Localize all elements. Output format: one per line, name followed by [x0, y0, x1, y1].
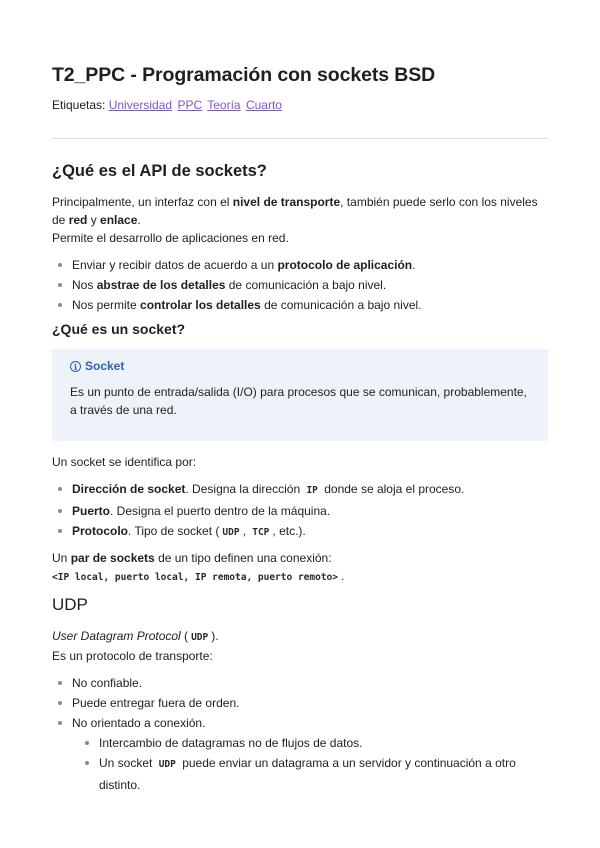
list-item: Puerto. Designa el puerto dentro de la máquina. — [72, 501, 548, 521]
list-item: No confiable. — [72, 673, 548, 693]
paragraph-udp-transporte: Es un protocolo de transporte: — [52, 649, 213, 663]
divider — [52, 138, 548, 139]
tag-teoria[interactable]: Teoría — [207, 98, 241, 112]
list-api — [52, 255, 548, 315]
list-item: Nos abstrae de los detalles de comunicación a bajo nivel. — [72, 275, 548, 295]
callout-socket — [52, 349, 548, 441]
list-item: Nos permite controlar los detalles de comunicación a bajo nivel. — [72, 295, 548, 315]
heading-que-es-socket: ¿Qué es un socket? — [52, 321, 186, 337]
paragraph-par-sockets: Un par de sockets de un tipo definen una conexión: — [52, 551, 332, 565]
list-socket — [52, 479, 548, 543]
callout-text: Es un punto de entrada/salida (I/O) para procesos que se comunican, probablemente, a través de una red. — [70, 385, 527, 417]
tags-row — [52, 98, 284, 112]
list-item: Dirección de socket. Designa la dirección IP donde se aloja el proceso. — [72, 479, 548, 501]
tags-label: Etiquetas: — [52, 98, 106, 112]
list-item: Puede entregar fuera de orden. — [72, 693, 548, 713]
heading-api-sockets: ¿Qué es el API de sockets? — [52, 162, 267, 180]
heading-udp: UDP — [52, 595, 88, 614]
sub-list-udp — [72, 733, 548, 795]
list-item: Protocolo. Tipo de socket ( UDP , TCP , etc.). — [72, 521, 548, 543]
paragraph-permite: Permite el desarrollo de aplicaciones en red. — [52, 231, 289, 245]
callout-title: i Socket — [70, 359, 530, 373]
list-item: Enviar y recibir datos de acuerdo a un protocolo de aplicación. — [72, 255, 548, 275]
list-item: Intercambio de datagramas no de flujos de datos. — [99, 733, 548, 753]
list-item: No orientado a conexión. Intercambio de datagramas no de flujos de datos. Un socket UDP puede enviar un datagrama a un servidor y continuación a otro distinto. — [72, 713, 548, 795]
tag-universidad[interactable]: Universidad — [108, 98, 173, 112]
info-icon: i — [70, 361, 81, 372]
paragraph-principal: Principalmente, un interfaz con el nivel de transporte, también puede serlo con los niveles de red y enlace. — [52, 195, 538, 227]
tag-cuarto[interactable]: Cuarto — [245, 98, 282, 112]
paragraph-identifica: Un socket se identifica por: — [52, 455, 197, 469]
content — [52, 162, 548, 801]
paragraph-udp-def: User Datagram Protocol ( UDP ). — [52, 629, 219, 643]
tag-ppc[interactable]: PPC — [177, 98, 203, 112]
list-udp — [52, 673, 548, 795]
list-item: Un socket UDP puede enviar un datagrama a un servidor y continuación a otro distinto. — [99, 753, 548, 795]
paragraph-par-code: <IP local, puerto local, IP remota, puerto remoto> . — [52, 569, 345, 583]
page-title: T2_PPC - Programación con sockets BSD — [52, 64, 436, 86]
